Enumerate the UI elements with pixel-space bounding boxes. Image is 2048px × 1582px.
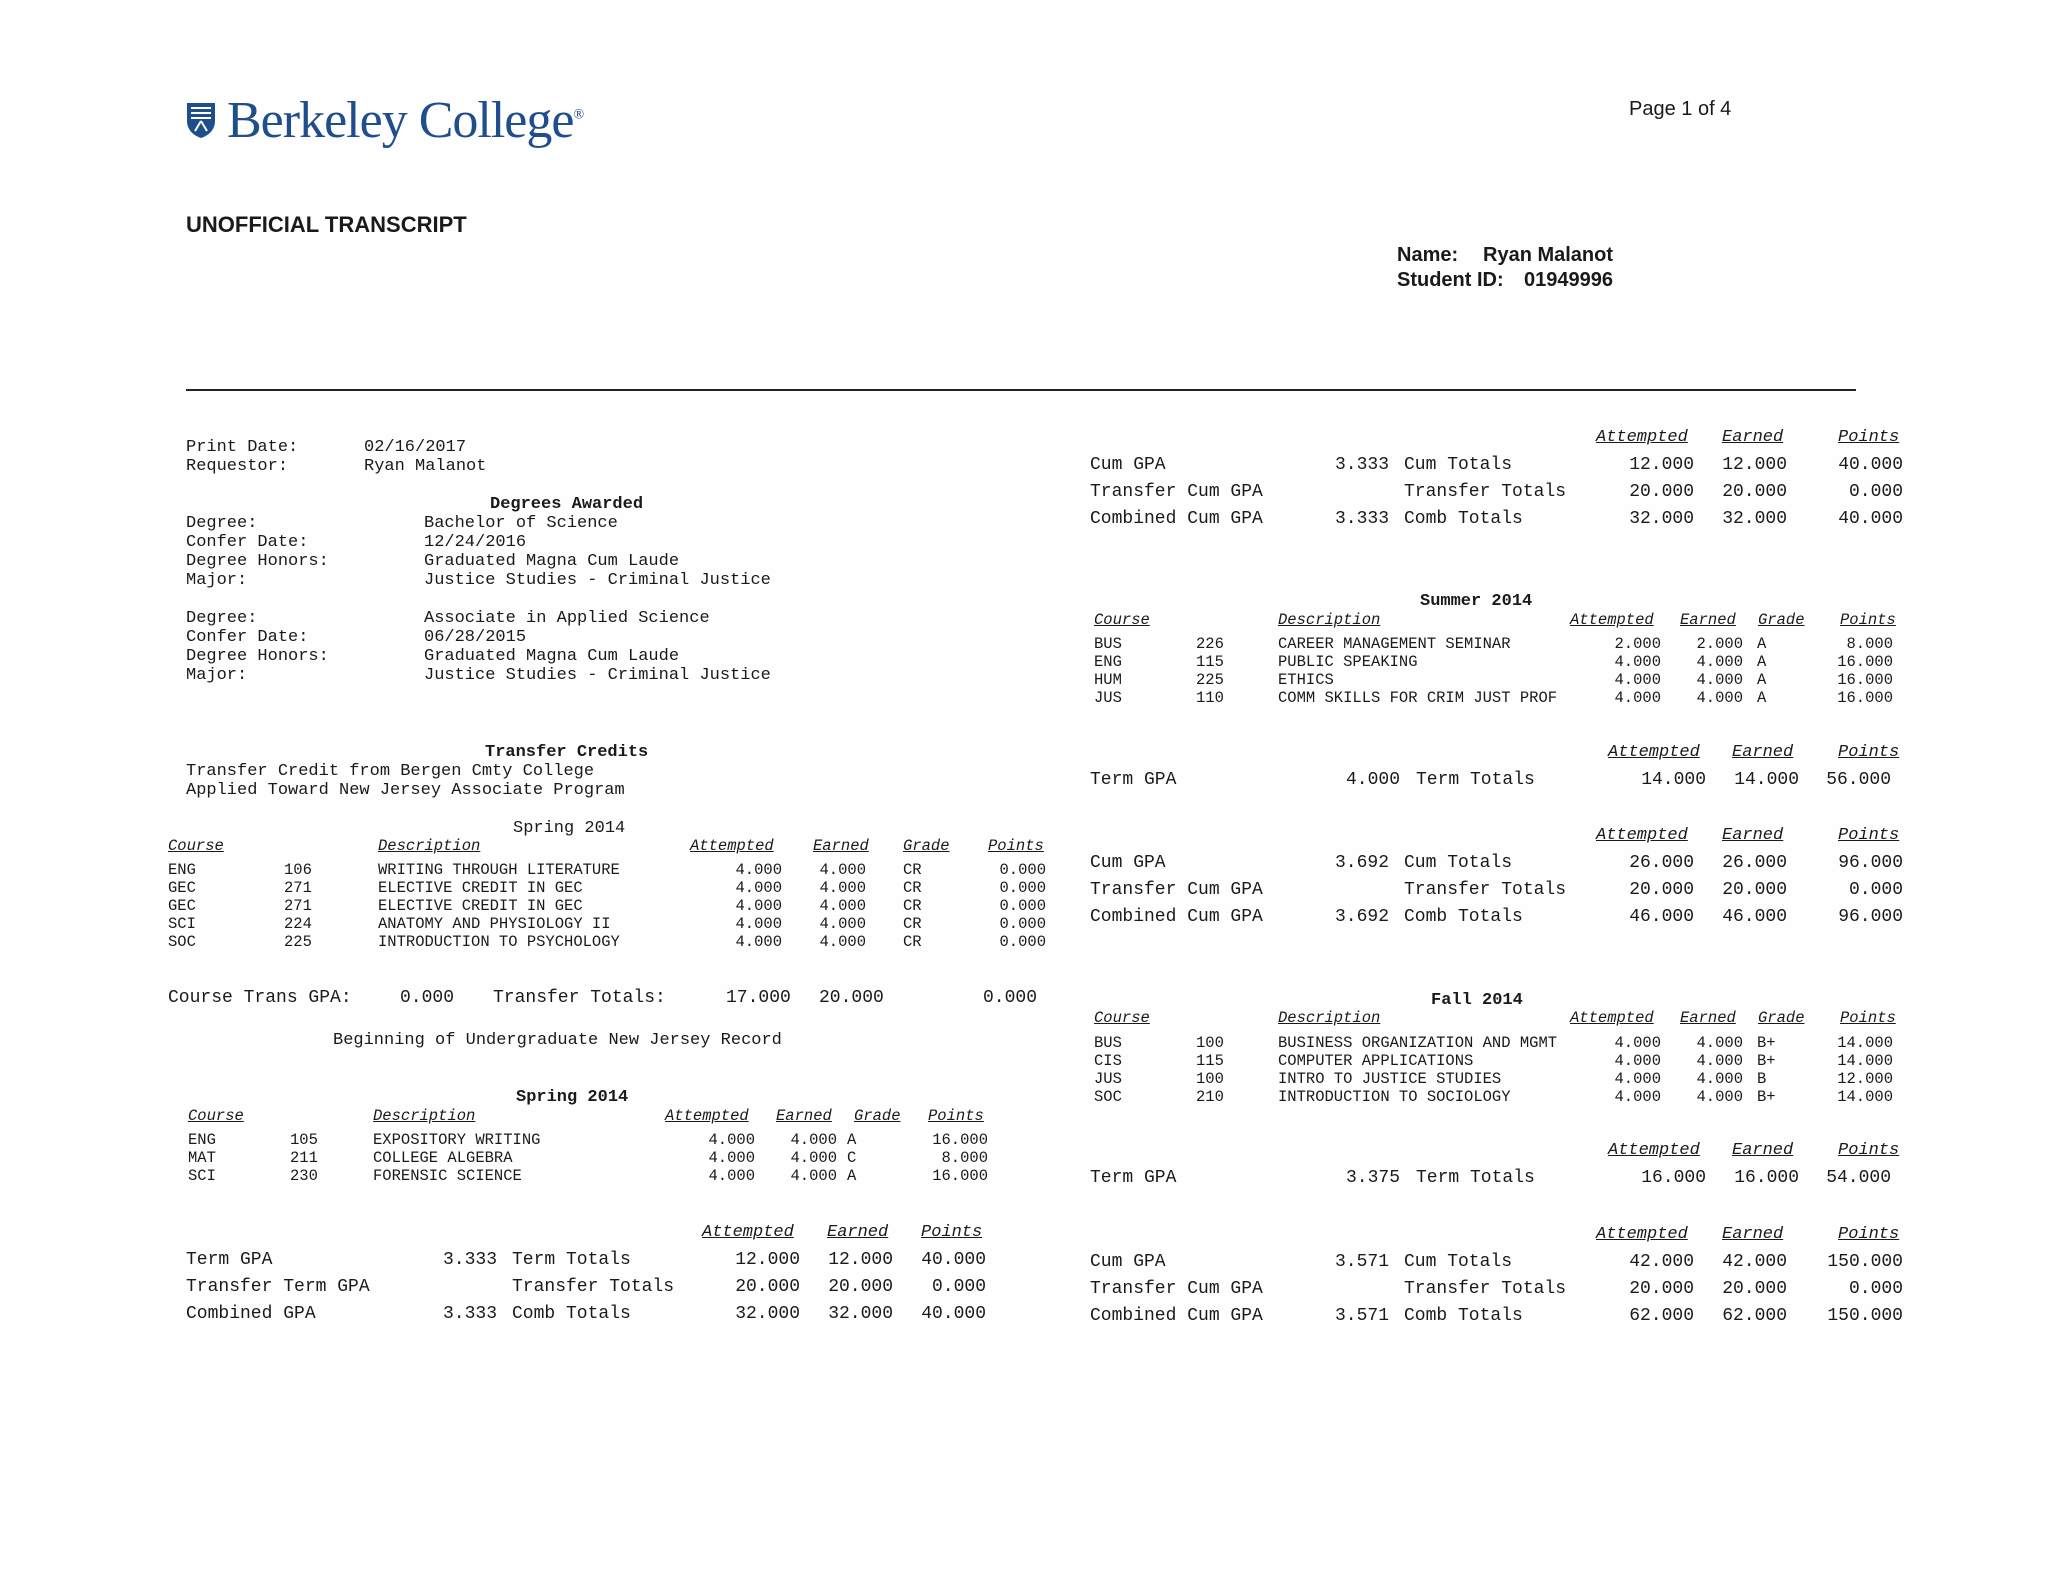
- totals-earned: 14.000: [1734, 770, 1799, 790]
- totals-points: 96.000: [1838, 853, 1903, 873]
- summary-header-points: Points: [1838, 826, 1900, 845]
- course-grade: B+: [1757, 1088, 1776, 1106]
- course-number: 271: [284, 879, 312, 897]
- course-points: 16.000: [1837, 671, 1893, 689]
- course-points: 0.000: [999, 879, 1046, 897]
- summary-header-earned: Earned: [1732, 1141, 1794, 1160]
- totals-earned: 12.000: [1722, 455, 1787, 475]
- totals-attempted: 62.000: [1629, 1306, 1694, 1326]
- totals-earned: 12.000: [828, 1250, 893, 1270]
- course-earned: 4.000: [1696, 1070, 1743, 1088]
- gpa-label: Term GPA: [1090, 770, 1177, 790]
- course-number: 230: [290, 1167, 318, 1185]
- transfer-total-attempted: 17.000: [726, 988, 791, 1008]
- course-attempted: 4.000: [708, 1167, 755, 1185]
- gpa-value: 3.375: [1345, 1168, 1400, 1188]
- degree-field-label: Major:: [186, 571, 248, 590]
- summary-header-attempted: Attempted: [1596, 1225, 1688, 1244]
- summary-header-points: Points: [921, 1223, 983, 1242]
- course-description: CAREER MANAGEMENT SEMINAR: [1278, 635, 1511, 653]
- totals-label: Transfer Totals: [1404, 1279, 1567, 1299]
- course-number: 224: [284, 915, 312, 933]
- col-header-description: Description: [1278, 1009, 1381, 1027]
- gpa-value: 3.692: [1334, 853, 1389, 873]
- course-attempted: 4.000: [735, 879, 782, 897]
- totals-earned: 32.000: [1722, 509, 1787, 529]
- summary-header-earned: Earned: [1732, 743, 1794, 762]
- course-description: COLLEGE ALGEBRA: [373, 1149, 513, 1167]
- course-grade: B+: [1757, 1034, 1776, 1052]
- degree-field-value: Justice Studies - Criminal Justice: [424, 571, 771, 590]
- totals-attempted: 12.000: [1629, 455, 1694, 475]
- course-attempted: 4.000: [708, 1149, 755, 1167]
- summary-header-earned: Earned: [1722, 428, 1784, 447]
- col-header-attempted: Attempted: [1570, 1009, 1654, 1027]
- degrees-awarded-title: Degrees Awarded: [490, 495, 644, 514]
- course-attempted: 4.000: [735, 861, 782, 879]
- course-attempted: 4.000: [1614, 653, 1661, 671]
- course-points: 14.000: [1837, 1052, 1893, 1070]
- course-points: 14.000: [1837, 1034, 1893, 1052]
- col-header-earned: Earned: [1680, 611, 1736, 629]
- spring-2014-title: Spring 2014: [516, 1088, 629, 1107]
- gpa-label: Combined GPA: [186, 1304, 316, 1324]
- course-description: EXPOSITORY WRITING: [373, 1131, 541, 1149]
- totals-points: 40.000: [921, 1250, 986, 1270]
- course-subject: ENG: [188, 1131, 216, 1149]
- gpa-value: 3.333: [442, 1250, 497, 1270]
- course-description: INTRODUCTION TO SOCIOLOGY: [1278, 1088, 1511, 1106]
- degree-field-value: Bachelor of Science: [424, 514, 618, 533]
- course-number: 210: [1196, 1088, 1224, 1106]
- totals-points: 0.000: [1848, 1279, 1903, 1299]
- col-header-points: Points: [1840, 611, 1896, 629]
- course-description: WRITING THROUGH LITERATURE: [378, 861, 620, 879]
- course-grade: A: [1757, 635, 1767, 653]
- degree-field-value: Graduated Magna Cum Laude: [424, 552, 680, 571]
- course-earned: 4.000: [819, 915, 866, 933]
- transfer-credits-title: Transfer Credits: [485, 743, 649, 762]
- course-points: 0.000: [999, 933, 1046, 951]
- course-grade: CR: [903, 897, 922, 915]
- course-earned: 4.000: [1696, 1034, 1743, 1052]
- course-subject: JUS: [1094, 1070, 1122, 1088]
- totals-points: 0.000: [1848, 880, 1903, 900]
- totals-earned: 42.000: [1722, 1252, 1787, 1272]
- totals-earned: 20.000: [1722, 482, 1787, 502]
- col-header-course: Course: [1094, 1009, 1150, 1027]
- totals-label: Term Totals: [1416, 770, 1535, 790]
- course-attempted: 4.000: [1614, 1034, 1661, 1052]
- degree-field-label: Confer Date:: [186, 628, 309, 647]
- course-description: PUBLIC SPEAKING: [1278, 653, 1418, 671]
- gpa-value: 4.000: [1345, 770, 1400, 790]
- transfer-term-title: Spring 2014: [513, 819, 626, 838]
- course-points: 14.000: [1837, 1088, 1893, 1106]
- course-grade: CR: [903, 933, 922, 951]
- col-header-attempted: Attempted: [690, 837, 774, 855]
- logo-text: Berkeley College®: [227, 91, 584, 149]
- col-header-points: Points: [928, 1107, 984, 1125]
- course-number: 115: [1196, 653, 1224, 671]
- course-number: 100: [1196, 1034, 1224, 1052]
- course-subject: ENG: [1094, 653, 1122, 671]
- document-title: UNOFFICIAL TRANSCRIPT: [186, 212, 467, 237]
- student-id: 01949996: [1524, 269, 1613, 291]
- course-trans-gpa: 0.000: [400, 988, 455, 1008]
- course-points: 8.000: [941, 1149, 988, 1167]
- gpa-value: 3.333: [1334, 509, 1389, 529]
- course-attempted: 2.000: [1614, 635, 1661, 653]
- course-grade: A: [847, 1131, 857, 1149]
- col-header-description: Description: [373, 1107, 476, 1125]
- course-number: 271: [284, 897, 312, 915]
- course-grade: B: [1757, 1070, 1767, 1088]
- course-points: 16.000: [932, 1167, 988, 1185]
- totals-earned: 32.000: [828, 1304, 893, 1324]
- course-subject: GEC: [168, 897, 196, 915]
- summary-header-attempted: Attempted: [1596, 428, 1688, 447]
- course-description: ETHICS: [1278, 671, 1334, 689]
- course-grade: B+: [1757, 1052, 1776, 1070]
- summary-header-points: Points: [1838, 1225, 1900, 1244]
- totals-label: Comb Totals: [1404, 1306, 1523, 1326]
- course-trans-gpa-label: Course Trans GPA:: [168, 988, 352, 1008]
- col-header-attempted: Attempted: [1570, 611, 1654, 629]
- totals-label: Comb Totals: [512, 1304, 631, 1324]
- col-header-earned: Earned: [813, 837, 869, 855]
- totals-label: Comb Totals: [1404, 907, 1523, 927]
- totals-earned: 20.000: [1722, 880, 1787, 900]
- gpa-label: Transfer Cum GPA: [1090, 1279, 1263, 1299]
- gpa-label: Combined Cum GPA: [1090, 509, 1263, 529]
- course-description: INTRODUCTION TO PSYCHOLOGY: [378, 933, 620, 951]
- totals-attempted: 42.000: [1629, 1252, 1694, 1272]
- col-header-earned: Earned: [776, 1107, 832, 1125]
- summary-header-attempted: Attempted: [702, 1223, 794, 1242]
- berkeley-college-logo: [185, 90, 583, 150]
- gpa-label: Cum GPA: [1090, 455, 1166, 475]
- course-number: 226: [1196, 635, 1224, 653]
- course-subject: BUS: [1094, 1034, 1122, 1052]
- summer-2014-title: Summer 2014: [1420, 592, 1533, 611]
- degree-field-label: Confer Date:: [186, 533, 309, 552]
- requestor-label: Requestor:: [186, 457, 289, 476]
- course-description: ELECTIVE CREDIT IN GEC: [378, 879, 583, 897]
- col-header-grade: Grade: [1758, 611, 1805, 629]
- totals-earned: 26.000: [1722, 853, 1787, 873]
- totals-attempted: 32.000: [1629, 509, 1694, 529]
- totals-attempted: 26.000: [1629, 853, 1694, 873]
- print-date-label: Print Date:: [186, 438, 299, 457]
- course-earned: 4.000: [1696, 653, 1743, 671]
- col-header-grade: Grade: [854, 1107, 901, 1125]
- course-number: 225: [1196, 671, 1224, 689]
- requestor: Ryan Malanot: [364, 457, 487, 476]
- totals-earned: 16.000: [1734, 1168, 1799, 1188]
- transfer-total-earned: 20.000: [819, 988, 884, 1008]
- course-earned: 4.000: [790, 1149, 837, 1167]
- totals-attempted: 14.000: [1641, 770, 1706, 790]
- course-earned: 4.000: [1696, 1052, 1743, 1070]
- course-earned: 4.000: [790, 1167, 837, 1185]
- course-earned: 4.000: [819, 897, 866, 915]
- course-description: ELECTIVE CREDIT IN GEC: [378, 897, 583, 915]
- totals-attempted: 20.000: [1629, 880, 1694, 900]
- course-points: 0.000: [999, 861, 1046, 879]
- degree-field-value: Associate in Applied Science: [424, 609, 710, 628]
- gpa-label: Transfer Cum GPA: [1090, 482, 1263, 502]
- col-header-points: Points: [988, 837, 1044, 855]
- course-subject: ENG: [168, 861, 196, 879]
- summary-header-earned: Earned: [1722, 1225, 1784, 1244]
- course-grade: A: [1757, 689, 1767, 707]
- totals-label: Term Totals: [512, 1250, 631, 1270]
- course-number: 100: [1196, 1070, 1224, 1088]
- summary-header-attempted: Attempted: [1608, 1141, 1700, 1160]
- course-attempted: 4.000: [1614, 671, 1661, 689]
- totals-points: 56.000: [1826, 770, 1891, 790]
- degree-field-value: Justice Studies - Criminal Justice: [424, 666, 771, 685]
- gpa-label: Term GPA: [186, 1250, 273, 1270]
- course-subject: MAT: [188, 1149, 216, 1167]
- col-header-grade: Grade: [1758, 1009, 1805, 1027]
- degree-field-value: 06/28/2015: [424, 628, 527, 647]
- course-earned: 4.000: [819, 879, 866, 897]
- totals-label: Transfer Totals: [1404, 482, 1567, 502]
- totals-attempted: 32.000: [735, 1304, 800, 1324]
- totals-points: 0.000: [1848, 482, 1903, 502]
- summary-header-earned: Earned: [1722, 826, 1784, 845]
- student-name: Ryan Malanot: [1483, 244, 1614, 266]
- course-description: COMM SKILLS FOR CRIM JUST PROF: [1278, 689, 1558, 707]
- totals-label: Transfer Totals: [512, 1277, 675, 1297]
- totals-points: 40.000: [1838, 455, 1903, 475]
- totals-earned: 20.000: [828, 1277, 893, 1297]
- gpa-value: 3.333: [1334, 455, 1389, 475]
- transfer-total-points: 0.000: [983, 988, 1038, 1008]
- gpa-label: Term GPA: [1090, 1168, 1177, 1188]
- gpa-value: 3.571: [1334, 1306, 1389, 1326]
- course-grade: C: [847, 1149, 857, 1167]
- course-subject: GEC: [168, 879, 196, 897]
- totals-earned: 20.000: [1722, 1279, 1787, 1299]
- course-grade: A: [1757, 653, 1767, 671]
- col-header-attempted: Attempted: [665, 1107, 749, 1125]
- course-points: 0.000: [999, 897, 1046, 915]
- gpa-label: Cum GPA: [1090, 1252, 1166, 1272]
- course-attempted: 4.000: [1614, 1070, 1661, 1088]
- course-subject: SOC: [1094, 1088, 1122, 1106]
- degree-field-label: Degree:: [186, 514, 258, 533]
- degree-field-label: Degree Honors:: [186, 647, 329, 666]
- totals-attempted: 20.000: [1629, 482, 1694, 502]
- course-points: 16.000: [1837, 653, 1893, 671]
- header-divider: [186, 389, 1856, 391]
- course-grade: A: [847, 1167, 857, 1185]
- course-points: 8.000: [1846, 635, 1893, 653]
- course-subject: SCI: [188, 1167, 216, 1185]
- totals-points: 150.000: [1827, 1252, 1903, 1272]
- gpa-label: Cum GPA: [1090, 853, 1166, 873]
- degree-field-label: Degree Honors:: [186, 552, 329, 571]
- totals-attempted: 20.000: [735, 1277, 800, 1297]
- course-number: 105: [290, 1131, 318, 1149]
- course-subject: SOC: [168, 933, 196, 951]
- totals-points: 54.000: [1826, 1168, 1891, 1188]
- course-earned: 4.000: [819, 861, 866, 879]
- course-grade: CR: [903, 879, 922, 897]
- summary-header-points: Points: [1838, 743, 1900, 762]
- summary-header-attempted: Attempted: [1596, 826, 1688, 845]
- col-header-course: Course: [1094, 611, 1150, 629]
- course-attempted: 4.000: [1614, 689, 1661, 707]
- totals-points: 40.000: [1838, 509, 1903, 529]
- course-attempted: 4.000: [735, 933, 782, 951]
- degree-field-value: Graduated Magna Cum Laude: [424, 647, 680, 666]
- col-header-grade: Grade: [903, 837, 950, 855]
- totals-attempted: 12.000: [735, 1250, 800, 1270]
- course-number: 225: [284, 933, 312, 951]
- col-header-course: Course: [188, 1107, 244, 1125]
- course-attempted: 4.000: [735, 915, 782, 933]
- page-number: Page 1 of 4: [1629, 98, 1732, 120]
- totals-points: 0.000: [931, 1277, 986, 1297]
- totals-label: Cum Totals: [1404, 1252, 1513, 1272]
- course-points: 0.000: [999, 915, 1046, 933]
- student-id-label: Student ID:: [1397, 269, 1504, 291]
- name-label: Name:: [1397, 244, 1459, 266]
- totals-label: Cum Totals: [1404, 853, 1513, 873]
- course-earned: 4.000: [790, 1131, 837, 1149]
- course-attempted: 4.000: [708, 1131, 755, 1149]
- gpa-value: 3.333: [442, 1304, 497, 1324]
- gpa-value: 3.692: [1334, 907, 1389, 927]
- course-subject: CIS: [1094, 1052, 1122, 1070]
- course-attempted: 4.000: [1614, 1088, 1661, 1106]
- summary-header-attempted: Attempted: [1608, 743, 1700, 762]
- col-header-description: Description: [378, 837, 481, 855]
- transfer-totals-label: Transfer Totals:: [493, 988, 666, 1008]
- totals-points: 96.000: [1838, 907, 1903, 927]
- course-earned: 2.000: [1696, 635, 1743, 653]
- course-points: 16.000: [932, 1131, 988, 1149]
- totals-attempted: 20.000: [1629, 1279, 1694, 1299]
- degree-field-value: 12/24/2016: [424, 533, 527, 552]
- degree-field-label: Major:: [186, 666, 248, 685]
- course-earned: 4.000: [1696, 671, 1743, 689]
- col-header-description: Description: [1278, 611, 1381, 629]
- course-earned: 4.000: [1696, 689, 1743, 707]
- course-subject: HUM: [1094, 671, 1122, 689]
- totals-earned: 46.000: [1722, 907, 1787, 927]
- course-attempted: 4.000: [735, 897, 782, 915]
- course-earned: 4.000: [819, 933, 866, 951]
- course-number: 115: [1196, 1052, 1224, 1070]
- print-date: 02/16/2017: [364, 438, 467, 457]
- fall-2014-title: Fall 2014: [1431, 991, 1523, 1010]
- course-description: ANATOMY AND PHYSIOLOGY II: [378, 915, 611, 933]
- transfer-program: Applied Toward New Jersey Associate Program: [186, 781, 625, 800]
- col-header-course: Course: [168, 837, 224, 855]
- shield-icon: [185, 101, 217, 139]
- course-number: 110: [1196, 689, 1224, 707]
- course-earned: 4.000: [1696, 1088, 1743, 1106]
- gpa-label: Combined Cum GPA: [1090, 1306, 1263, 1326]
- totals-attempted: 16.000: [1641, 1168, 1706, 1188]
- gpa-label: Transfer Cum GPA: [1090, 880, 1263, 900]
- totals-label: Term Totals: [1416, 1168, 1535, 1188]
- totals-label: Cum Totals: [1404, 455, 1513, 475]
- undergraduate-record-note: Beginning of Undergraduate New Jersey Record: [333, 1031, 782, 1050]
- summary-header-points: Points: [1838, 428, 1900, 447]
- totals-earned: 62.000: [1722, 1306, 1787, 1326]
- degree-field-label: Degree:: [186, 609, 258, 628]
- course-points: 16.000: [1837, 689, 1893, 707]
- gpa-label: Transfer Term GPA: [186, 1277, 370, 1297]
- col-header-earned: Earned: [1680, 1009, 1736, 1027]
- course-description: FORENSIC SCIENCE: [373, 1167, 522, 1185]
- course-number: 106: [284, 861, 312, 879]
- course-attempted: 4.000: [1614, 1052, 1661, 1070]
- totals-attempted: 46.000: [1629, 907, 1694, 927]
- course-description: BUSINESS ORGANIZATION AND MGMT: [1278, 1034, 1558, 1052]
- totals-points: 40.000: [921, 1304, 986, 1324]
- course-number: 211: [290, 1149, 318, 1167]
- gpa-label: Combined Cum GPA: [1090, 907, 1263, 927]
- course-description: INTRO TO JUSTICE STUDIES: [1278, 1070, 1502, 1088]
- summary-header-earned: Earned: [827, 1223, 889, 1242]
- course-grade: CR: [903, 861, 922, 879]
- course-description: COMPUTER APPLICATIONS: [1278, 1052, 1474, 1070]
- gpa-value: 3.571: [1334, 1252, 1389, 1272]
- totals-label: Comb Totals: [1404, 509, 1523, 529]
- course-points: 12.000: [1837, 1070, 1893, 1088]
- course-subject: JUS: [1094, 689, 1122, 707]
- course-grade: CR: [903, 915, 922, 933]
- totals-points: 150.000: [1827, 1306, 1903, 1326]
- course-subject: BUS: [1094, 635, 1122, 653]
- totals-label: Transfer Totals: [1404, 880, 1567, 900]
- col-header-points: Points: [1840, 1009, 1896, 1027]
- course-subject: SCI: [168, 915, 196, 933]
- course-grade: A: [1757, 671, 1767, 689]
- summary-header-points: Points: [1838, 1141, 1900, 1160]
- transfer-source: Transfer Credit from Bergen Cmty College: [186, 762, 595, 781]
